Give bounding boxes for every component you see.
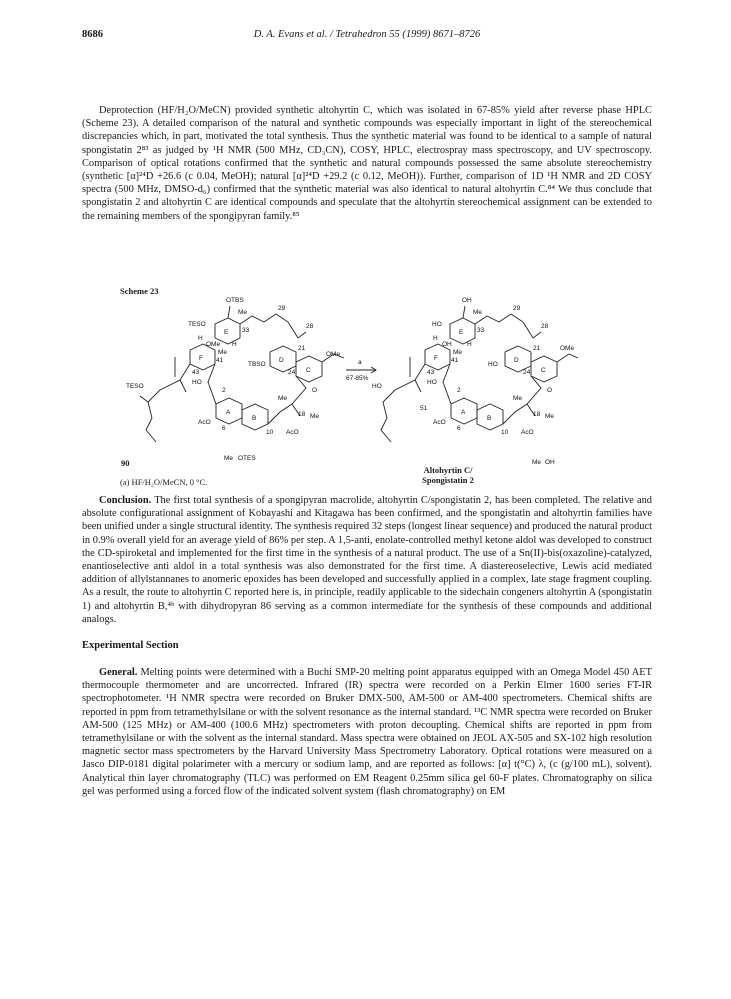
label-c28: 28 [541,323,549,330]
label-h2: H [232,341,237,348]
label-c21: 21 [533,345,541,352]
reaction-arrow [346,367,376,373]
label-otbs: OTBS [226,297,244,304]
label-c18: 18 [298,411,306,418]
label-c43: 43 [427,369,435,376]
label-c24: 24 [288,369,296,376]
label-ho: HO [432,321,442,328]
label-h: H [433,335,438,342]
label-aco2: AcO [286,429,299,436]
label-oh3: OH [545,459,555,466]
label-me5: Me [532,459,542,466]
label-tbso: TBSO [248,361,266,368]
page-number: 8686 [82,29,103,40]
ring-d: D [279,357,284,364]
label-ho47: HO [372,383,382,390]
conclusion-lead: Conclusion. [99,495,152,506]
label-me4: Me [310,413,320,420]
paragraph-conclusion [82,494,652,626]
section-title: Experimental Section [82,640,179,651]
label-c41: 41 [216,357,224,364]
label-me4: Me [545,413,555,420]
ring-c: C [306,367,311,374]
scheme-structures [120,292,580,472]
label-c51: 51 [420,405,428,412]
label-c29: 29 [278,305,286,312]
running-title: D. A. Evans et al. / Tetrahedron 55 (1999) 8671–8726 [253,29,481,40]
scheme-label: Scheme 23 [120,286,159,296]
label-aco2: AcO [521,429,534,436]
ring-b: B [252,415,257,422]
label-me: Me [473,309,483,316]
label-me2: Me [218,349,228,356]
running-header [82,29,652,43]
left-structure-labels [126,297,340,462]
label-c43: 43 [192,369,200,376]
label-c18: 18 [533,411,541,418]
paragraph-deprotection: Deprotection (HF/H₂O/MeCN) provided synthetic altohyrtin C, which was isolated in 67-85% yield after reverse phase HPLC (Scheme 23). A detailed comparison of the natural and synthetic compounds was especially important in light of the stereochemical discrepancies which, in part, motivated the total synthesis. Thus the synthetic material was found to be identical to a sample of natural spongistatin 2⁸³ as judged by ¹H NMR (500 MHz, CD₃CN), COSY, HPLC, electrospray mass spectroscopy, and UV spectroscopy. Comparison of optical rotations confirmed that the synthetic and natural compounds possessed the same absolute stereochemistry (synthetic [α]²⁴D +26.6 (c 0.04, MeOH); natural [α]²⁴D +29.2 (c 0.12, MeOH)). Further, comparison of 1D ¹H NMR and 2D COSY spectra (500 MHz, DMSO-d₆) confirmed that the synthetic material was also identical to natural altohyrtin C.⁸⁴ We thus conclude that spongistatin 2 and altohyrtin C are identical compounds and speculate that the altohyrtin stereochemical assignment can be extended to the remaining members of the spongipyran family.⁸⁵ [82,105,652,222]
label-aco: AcO [433,419,446,426]
label-me5: Me [224,455,234,462]
conclusion-body: The first total synthesis of a spongipyran macrolide, altohyrtin C/spongistatin 2, has been completed. The relative and absolute configurational assignment of Kobayashi and Kitagawa has been confirmed, and the spongistatin and altohyrtin families have been unified under a single structural identity. The synthesis required 32 steps (longest linear sequence) and produced the natural product in 0.9% overall yield for an average yield of 86% per step. A 1,5-anti, enolate-controlled methyl ketone aldol was developed to construct the CD-spiroketal and implemented for the first time in the synthesis of a natural product. The use of a Sn(II)-bis(oxazoline)-catalyzed, enantioselective anti aldol in a total synthesis was also demonstrated for the first time. A diastereoselective, Lewis acid mediated addition of allylstannanes to anomeric epoxides has been developed and successfully applied in a complex, late stage fragment coupling. As a result, the route to altohyrtin C reported here is, in principle, readily applicable to the sidechain congeners altohyrtin A (spongistatin 1) and altohyrtin B,⁴ᵇ with dihydropyran 86 serving as a common intermediate for the synthesis of these compounds and additional analogs. [82,495,652,625]
ring-a: A [461,409,466,416]
ring-f: F [434,355,438,362]
paragraph-general [82,666,652,798]
label-c2: 2 [457,387,461,394]
label-oh: OH [462,297,472,304]
ring-e: E [459,329,464,336]
label-c21: 21 [298,345,306,352]
ring-a: A [226,409,231,416]
label-me3: Me [513,395,523,402]
arrow-reagent: a [358,359,362,366]
label-me3: Me [278,395,288,402]
label-h2: H [467,341,472,348]
scheme-23-figure [120,292,580,472]
label-aco: AcO [198,419,211,426]
label-c33: 33 [477,327,485,334]
ring-d: D [514,357,519,364]
label-c10: 10 [501,429,509,436]
product-name-line2: Spongistatin 2 [422,475,474,485]
label-c6: 6 [222,425,226,432]
label-o: O [312,387,318,394]
label-me: Me [238,309,248,316]
label-ome: OMe [560,345,575,352]
label-c29: 29 [513,305,521,312]
scheme-conditions: (a) HF/H₂O/MeCN, 0 °C. [120,477,208,487]
label-me2: Me [453,349,463,356]
label-oh2: OH [442,341,452,348]
label-teso: TESO [188,321,206,328]
product-name-line1: Altohyrtin C/ [423,465,473,475]
label-c6: 6 [457,425,461,432]
ring-b: B [487,415,492,422]
label-teso47: TESO [126,383,144,390]
ring-e: E [224,329,229,336]
label-ho2: HO [488,361,498,368]
label-c10: 10 [266,429,274,436]
product-name [368,465,528,485]
label-ho: HO [192,379,202,386]
label-h: H [198,335,203,342]
label-c24: 24 [523,369,531,376]
general-lead: General. [99,667,138,678]
arrow-yield: 67-85% [346,375,369,382]
label-c41: 41 [451,357,459,364]
ring-c: C [541,367,546,374]
label-c33: 33 [242,327,250,334]
label-o: O [547,387,553,394]
label-otes: OTES [238,455,256,462]
compound-number: 90 [121,458,130,468]
label-ho3: HO [427,379,437,386]
general-body: Melting points were determined with a Buchi SMP-20 melting point apparatus equipped with an Omega Model 450 AET thermocouple thermometer and are uncorrected. Infrared (IR) spectra were recorded on a Perkin Elmer 1600 series FT-IR spectrophotometer. ¹H NMR spectra were recorded on Bruker DMX-500, AM-500 or AM-400 spectrometers. Chemical shifts are reported in ppm from tetramethylsilane or with the solvent resonance as the internal standard. ¹³C NMR spectra were recorded on Bruker AM-500 (125 MHz) or AM-400 (100.6 MHz) spectrometers with proton decoupling. Chemical shifts are reported in ppm from tetramethylsilane or with the solvent as the internal standard. Mass spectra were obtained on JEOL AX-505 and SX-102 high resolution magnetic sector mass spectrometers by the Harvard University Mass Spectrometry Laboratory. Optical rotations were measured on a Jasco DIP-0181 digital polarimeter with a mercury or sodium lamp, and are reported as follows: [α] t(°C) λ, (c (g/100 mL), solvent). Analytical thin layer chromatography (TLC) was performed on EM Reagent 0.25mm silica gel 60-F plates. Chromatography on silica gel was performed using a forced flow of the indicated solvent system (flash chromatography) on EM [82,667,652,797]
label-c2: 2 [222,387,226,394]
label-c28: 28 [306,323,314,330]
ring-f: F [199,355,203,362]
label-ome2: OMe [326,351,341,358]
label-ome: OMe [206,341,221,348]
